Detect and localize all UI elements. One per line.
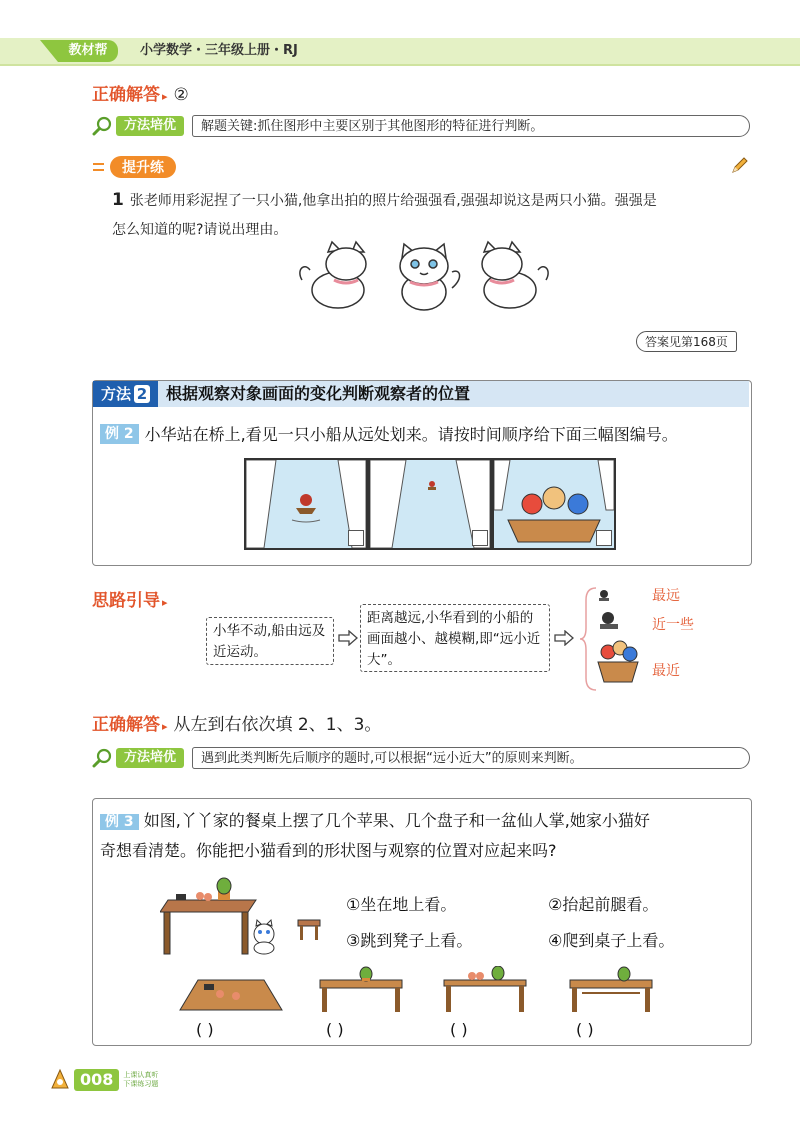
boat-size-comparison [596,586,642,696]
answer-label: 正确解答 [92,85,160,105]
method-2-header [93,381,749,407]
answer-1 [92,80,189,105]
answer-blank-4[interactable]: ( ) [576,1020,594,1039]
answer-2 [92,710,381,735]
brand-tab: 教材帮 [58,40,118,62]
answer-square [348,530,364,546]
answer-value: 从左到右依次填 2、1、3。 [173,715,382,735]
method-tag-text: 方法 [101,385,132,403]
label-arrow-icon: ▸ [162,720,168,733]
dining-table-scene [160,876,330,956]
header-bar [0,38,800,64]
answer-square [596,530,612,546]
method-tip-1 [92,114,750,138]
cat-photos-illustration [294,240,554,320]
example-tag: 例 2 [100,424,139,444]
tip-badge: 方法培优 [116,116,184,136]
arrow-right-icon [338,630,358,646]
thinking-box-1: 小华不动,船由远及近运动。 [206,617,334,665]
boat-frame-near [492,458,616,550]
option-3: ③跳到凳子上看。 [346,931,473,950]
option-4: ④爬到桌子上看。 [548,931,675,950]
example-3-line-1: 如图,丫丫家的餐桌上摆了几个苹果、几个盘子和一盆仙人掌,她家小猫好 [143,811,650,830]
tip-text: 解题关键:抓住图形中主要区别于其他图形的特征进行判断。 [192,115,750,137]
label-arrow-icon: ▸ [162,90,168,103]
tip-text: 遇到此类判断先后顺序的题时,可以根据“远小近大”的原则来判断。 [192,747,750,769]
question-line-2: 怎么知道的呢?请说出理由。 [112,222,288,238]
magnifier-icon [92,747,114,769]
practice-question [112,186,752,245]
footer [48,1068,158,1092]
answer-square [472,530,488,546]
label-nearest: 最近 [652,663,680,679]
boat-frame-farthest [368,458,492,550]
question-number: 1 [112,190,124,210]
header-divider [0,64,800,66]
view-floor-level [566,966,656,1014]
book-title: 小学数学・三年级上册・RJ [140,43,298,58]
pencil-icon [730,155,750,175]
thinking-label: 思路引导 [92,591,160,611]
answer-reference: 答案见第168页 [636,331,737,352]
header-accent [40,40,58,62]
label-farthest: 最远 [652,588,680,604]
label-nearer: 近一些 [652,617,694,633]
tagline-line-2: 下课练习题 [123,1080,159,1088]
example-3-prompt [100,806,740,866]
list-icon [92,160,106,174]
option-1: ①坐在地上看。 [346,895,457,914]
method-number: 2 [134,385,150,403]
label-arrow-icon: ▸ [162,596,168,609]
method-tag [93,381,158,407]
answer-value: ② [173,85,189,105]
example-text: 小华站在桥上,看见一只小船从远处划来。请按时间顺序给下面三幅图编号。 [144,425,678,444]
example-2-prompt [100,422,678,445]
answer-blank-1[interactable]: ( ) [196,1020,214,1039]
example-3-line-2: 奇想看清楚。你能把小猫看到的形状图与观察的位置对应起来吗? [100,841,557,860]
view-chair-level [316,966,406,1014]
practice-badge: 提升练 [110,156,176,178]
thinking-guide-heading [92,586,174,611]
view-raised-legs [440,966,530,1014]
boat-frame-far [244,458,368,550]
answer-blank-2[interactable]: ( ) [326,1020,344,1039]
brace-icon [578,586,598,692]
mascot-icon [48,1068,72,1092]
tagline-line-1: 上课认真听 [123,1071,159,1079]
tip-badge: 方法培优 [116,748,184,768]
option-2: ②抬起前腿看。 [548,895,659,914]
example-tag: 例 3 [100,814,139,830]
page-number: 008 [74,1069,119,1091]
answer-label: 正确解答 [92,715,160,735]
question-line-1: 张老师用彩泥捏了一只小猫,他拿出拍的照片给强强看,强强却说这是两只小猫。强强是 [129,193,657,209]
method-tip-2 [92,746,750,770]
method-title: 根据观察对象画面的变化判断观察者的位置 [166,384,471,403]
answer-blank-3[interactable]: ( ) [450,1020,468,1039]
arrow-right-icon [554,630,574,646]
footer-tagline [123,1071,158,1089]
view-top-down [176,974,286,1014]
magnifier-icon [92,115,114,137]
practice-heading [92,156,176,178]
thinking-box-2: 距离越远,小华看到的小船的画面越小、越模糊,即“远小近大”。 [360,604,550,672]
